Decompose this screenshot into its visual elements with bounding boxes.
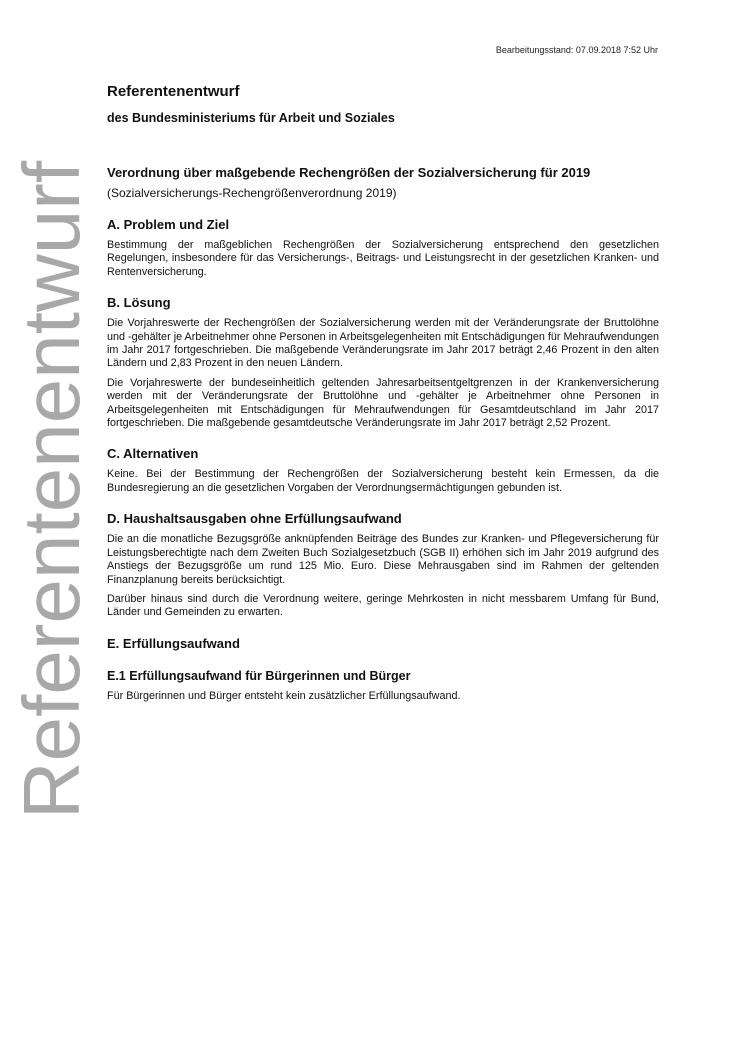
draft-watermark (7, 100, 96, 880)
page-title: Referentenentwurf (107, 83, 240, 100)
section-d-paragraph-2: Darüber hinaus sind durch die Verordnung weitere, geringe Mehrkosten in nicht messbarem Umfang für Bund, Länder und Gemeinden zu erwarten. (107, 592, 659, 619)
section-b-paragraph-2: Die Vorjahreswerte der bundeseinheitlich geltenden Jahresarbeitsentgeltgrenzen in der Krankenversicherung werden mit der Veränderungsrate der Bruttolöhne und -gehälter je Arbeitnehmer ohne Personen in Arbeitsgelegenheiten mit Entschädigungen für Mehraufwendungen für Gesamtdeutschland im Jahr 2017 fortgeschrieben. Die maßgebende gesamtdeutsche Veränderungsrate im Jahr 2017 beträgt 2,52 Prozent. (107, 376, 659, 430)
section-a-title: A. Problem und Ziel (107, 217, 230, 232)
section-b-paragraph-1: Die Vorjahreswerte der Rechengrößen der Sozialversicherung werden mit der Veränderungsrate der Bruttolöhne und -gehälter je Arbeitnehmer ohne Personen in Arbeitsgelegenheiten mit Entschädigungen für Mehraufwendungen im Jahr 2017 fortgeschrieben. Die maßgebende Veränderungsrate im Jahr 2017 beträgt 2,46 Prozent in den alten Ländern und 2,83 Prozent in den neuen Ländern. (107, 317, 659, 370)
section-b-title: B. Lösung (107, 295, 171, 311)
regulation-short-title: (Sozialversicherungs-Rechengrößenverordnung 2019) (107, 186, 397, 200)
editing-status: Bearbeitungsstand: 07.09.2018 7:52 Uhr (495, 45, 658, 55)
section-c-paragraph-1: Keine. Bei der Bestimmung der Rechengrößen der Sozialversicherung besteht kein Ermessen, da die Bundesregierung an die gesetzlichen Vorgaben der Verordnungsermächtigungen gebunden ist. (107, 468, 659, 494)
section-a-paragraph-1: Bestimmung der maßgeblichen Rechengrößen der Sozialversicherung entsprechend den gesetzlichen Regelungen, insbesondere für das Versicherungs-, Beitrags- und Leistungsrecht in der gesetzlichen Kranken- und Rentenversicherung. (107, 239, 659, 278)
ministry-subtitle: des Bundesministeriums für Arbeit und Soziales (107, 111, 395, 125)
section-c-title: C. Alternativen (107, 446, 199, 462)
regulation-title: Verordnung über maßgebende Rechengrößen der Sozialversicherung für 2019 (107, 165, 591, 180)
draft-watermark-text: Referentenentwurf (7, 160, 96, 820)
section-e-title: E. Erfüllungsaufwand (107, 635, 240, 651)
section-d-title: D. Haushaltsausgaben ohne Erfüllungsaufwand (107, 511, 402, 527)
document-flow (107, 165, 659, 709)
section-e1-paragraph-1: Für Bürgerinnen und Bürger entsteht kein zusätzlicher Erfüllungsaufwand. (107, 689, 461, 702)
section-e1-title: E.1 Erfüllungsaufwand für Bürgerinnen und Bürger (107, 668, 411, 683)
section-d-paragraph-1: Die an die monatliche Bezugsgröße anknüpfenden Beiträge des Bundes zur Kranken- und Pflegeversicherung für Leistungsberechtigte nach dem Zweiten Buch Sozialgesetzbuch (SGB II) erhöhen sich im Jahr 2019 aufgrund des Anstiegs der Bezugsgröße um rund 125 Mio. Euro. Diese Mehrausgaben sind im Rahmen der geltenden Finanzplanung bereits berücksichtigt. (107, 533, 659, 586)
